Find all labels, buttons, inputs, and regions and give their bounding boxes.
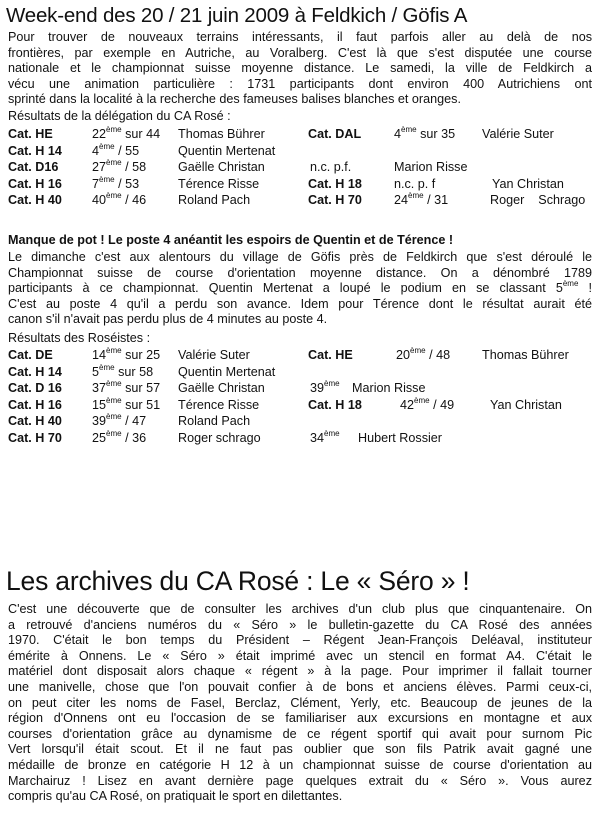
article2-results-label: Résultats des Roséistes : <box>8 331 151 345</box>
article3-body-line: région d'Onnens ont eu l'occasion de se familiariser aux excursions en montagne et aux <box>8 711 592 726</box>
category: Cat. H 16 <box>8 397 62 412</box>
rank: 7ème / 53 <box>92 174 140 191</box>
rank: 39ème / 47 <box>92 412 147 428</box>
category: Cat. H 16 <box>8 176 62 191</box>
runner-name: Thomas Bührer <box>178 127 265 141</box>
result-row <box>8 160 598 177</box>
article3-title: Les archives du CA Rosé : Le « Séro » ! <box>6 566 470 596</box>
category: Cat. H 70 <box>8 430 62 445</box>
article2-body <box>8 250 592 328</box>
article1-results-table <box>8 127 598 210</box>
article1-intro-line: nationale et le championnat suisse moyenne distance. Le samedi, la ville de Feldkirch a <box>8 61 592 76</box>
category: Cat. DAL <box>308 127 362 141</box>
result-row <box>8 395 598 415</box>
runner-name: Yan Christan <box>490 397 562 412</box>
result-row <box>8 127 598 144</box>
article2-results-table <box>8 348 598 447</box>
article1-intro-line: vécu une animation particulière : 1731 participants dont environ 400 Autrichiens ont <box>8 76 592 91</box>
runner-name: Gaëlle Christan <box>178 160 265 174</box>
rank: 5ème sur 58 <box>92 362 154 379</box>
runner-name: Quentin Mertenat <box>178 364 276 379</box>
article1-intro <box>8 30 592 108</box>
runner-name: Marion Risse <box>352 381 426 395</box>
result-row <box>8 414 598 431</box>
result-row <box>8 381 598 398</box>
runner-name: Yan Christan <box>492 176 564 191</box>
article1-intro-line: Pour trouver de nouveaux terrains intéressants, il faut parfois aller au delà de nos <box>8 30 592 44</box>
rank: 42ème / 49 <box>400 395 455 412</box>
runner-name: Térence Risse <box>178 176 260 191</box>
category: Cat. D 16 <box>8 381 62 395</box>
runner-name: Marion Risse <box>394 160 468 174</box>
article3-body-line: C'est une découverte que de consulter les archives d'un club plus que cinquantenaire. On <box>8 602 592 616</box>
rank: 25ème / 36 <box>92 428 147 445</box>
rank: 34ème <box>310 428 340 445</box>
category: Cat. HE <box>308 348 353 362</box>
runner-name: Valérie Suter <box>178 348 250 362</box>
category: Cat. H 70 <box>308 193 362 207</box>
result-row <box>8 141 598 161</box>
article2-body-line: C'est au poste 4 qu'il a perdu son avance. Idem pour Térence dont le résultat aurait été <box>8 296 592 311</box>
runner-name: Roger schrago <box>178 430 261 445</box>
runner-name: Térence Risse <box>178 397 260 412</box>
category: Cat. HE <box>8 127 53 141</box>
article2-body-line: participants à ce championnat. Quentin Mertenat a loupé le podium en se classant 5ème ! <box>8 279 592 296</box>
article3-body-line: compris qu'au CA Rosé, on pratiquait le sport en dilettantes. <box>8 789 343 804</box>
article3-body-line: courses d'orientation grâce au dynamisme de ce régent sportif qui avait pour surnom Pic <box>8 726 592 741</box>
category: Cat. D16 <box>8 160 59 174</box>
article1-intro-line: frontières, par exemple en Autriche, au Voralberg. C'est là que s'est disputée une course <box>8 45 592 60</box>
category: Cat. H 18 <box>308 176 362 191</box>
rank: 4ème / 55 <box>92 141 140 158</box>
rank: 4ème sur 35 <box>394 125 456 141</box>
category: Cat. H 18 <box>308 397 362 412</box>
article2-body-line: canon s'il n'avait pas perdu plus de 4 minutes au poste 4. <box>8 312 328 327</box>
runner-name: Thomas Bührer <box>482 348 569 362</box>
rank: 15ème sur 51 <box>92 395 161 412</box>
article3-body-line: matériel dont disposait alors chaque « régent » à la page. Pour imprimer il fallait tourner <box>8 664 592 679</box>
rank: 27ème / 58 <box>92 158 147 174</box>
result-row <box>8 193 598 210</box>
result-row <box>8 362 598 382</box>
runner-name: Roland Pach <box>178 193 251 207</box>
category: Cat. H 14 <box>8 143 62 158</box>
runner-name: Roger Schrago <box>490 193 586 207</box>
rank: 14ème sur 25 <box>92 346 161 362</box>
article1-results-label: Résultats de la délégation du CA Rosé : <box>8 109 231 123</box>
article3-body-line: Marchairuz ! Lisez en avant dernière page quelques extrait du « Séro ». Vous aurez <box>8 773 592 788</box>
rank: 24ème / 31 <box>394 191 449 207</box>
article3-body <box>8 602 592 805</box>
rank: n.c. p. f <box>394 176 436 191</box>
article2-body-line: Championnat suisse de course d'orientation moyenne distance. On a dénombré 1789 <box>8 265 592 280</box>
article3-body-line: une manivelle, chose que l'on pouvait confier à de bons et anciens élèves. Parmi ceux-ci, <box>8 679 592 694</box>
article3-body-line: a retrouvé d'anciens numéros du « Séro » le bulletin-gazette du CA Rosé des années <box>8 617 592 632</box>
category: Cat. H 14 <box>8 364 62 379</box>
rank: 22ème sur 44 <box>92 125 161 141</box>
rank: 39ème <box>310 379 340 395</box>
article2-body-line: Le dimanche c'est aux alentours du village de Göfis près de Feldkirch que s'est déroulé le <box>8 250 592 264</box>
article3-body-line: médaille de bronze en catégorie H 12 à un championnat suisse de course d'orientation au <box>8 757 592 772</box>
result-row <box>8 428 598 448</box>
article3-body-line: 1970. C'était le bon temps du Président – Régent Jean-François Deléaval, instituteur <box>8 633 592 648</box>
rank: n.c. p.f. <box>310 160 352 174</box>
article1-title: Week-end des 20 / 21 juin 2009 à Feldkich / Göfis A <box>6 4 468 27</box>
rank: 20ème / 48 <box>396 346 451 362</box>
runner-name: Valérie Suter <box>482 127 554 141</box>
article3-body-line: on peut citer les noms de Fasel, Berclaz, Clément, Yerly, etc. Beaucoup de jeunes de la <box>8 695 592 710</box>
runner-name: Gaëlle Christan <box>178 381 265 395</box>
rank: 37ème sur 57 <box>92 379 161 395</box>
result-row <box>8 174 598 194</box>
category: Cat. H 40 <box>8 193 62 207</box>
rank: 40ème / 46 <box>92 191 147 207</box>
category: Cat. H 40 <box>8 414 62 428</box>
article1-intro-line: sprinté dans la localité à la recherche des fameuses balises blanches et oranges. <box>8 92 461 107</box>
runner-name: Roland Pach <box>178 414 251 428</box>
runner-name: Quentin Mertenat <box>178 143 276 158</box>
article3-body-line: Vert lorsqu'il était scout. Et il ne faut pas oublier que son fils Patrik avait gagné une <box>8 742 592 757</box>
result-row <box>8 348 598 365</box>
runner-name: Hubert Rossier <box>358 430 442 445</box>
article3-body-line: émérite à Onnens. Le « Séro » était imprimé avec un stencil en format A4. C'était le <box>8 648 592 663</box>
article2-subtitle: Manque de pot ! Le poste 4 anéantit les espoirs de Quentin et de Térence ! <box>8 233 454 247</box>
category: Cat. DE <box>8 348 53 362</box>
